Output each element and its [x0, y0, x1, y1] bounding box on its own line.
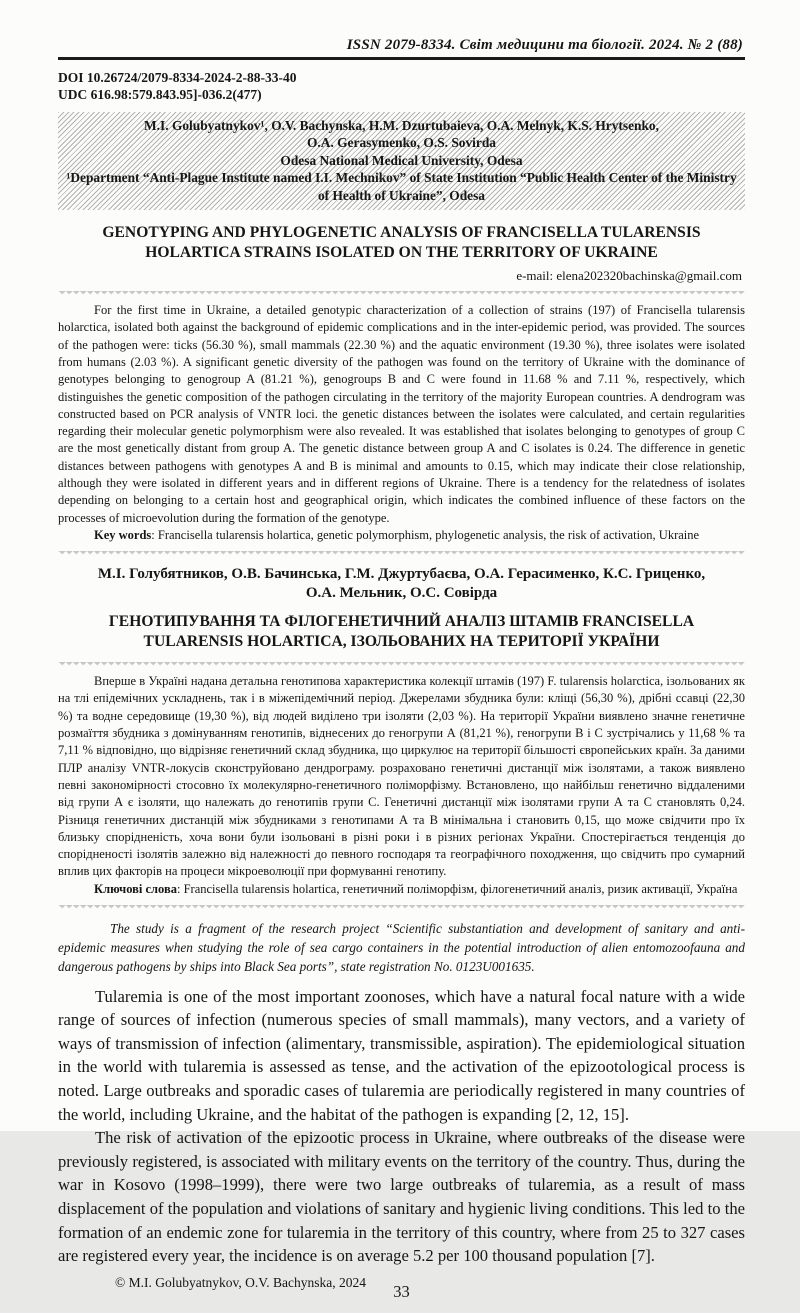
zigzag-separator — [58, 551, 745, 556]
authors-block-uk — [58, 565, 745, 603]
affiliation-line-1: Odesa National Medical University, Odesa — [280, 152, 523, 168]
journal-issn-header: ISSN 2079-8334. Світ медицини та біології. 2024. № 2 (88) — [346, 37, 743, 53]
article-title-en: GENOTYPING AND PHYLOGENETIC ANALYSIS OF FRANCISELLA TULARENSIS HOLARTICA STRAINS ISOLATED ON THE TERRITORY OF UKRAINE — [102, 224, 701, 261]
abstract-en — [58, 302, 745, 544]
page-number: 33 — [393, 1281, 410, 1301]
zigzag-separator — [58, 905, 745, 910]
author-line-uk-1: М.І. Голубятников, О.В. Бачинська, Г.М. Джуртубаєва, О.А. Герасименко, К.С. Гриценко, — [97, 566, 706, 583]
author-line-en-2: O.A. Gerasymenko, O.S. Sovirda — [307, 135, 496, 151]
keywords-uk — [58, 881, 745, 898]
zigzag-separator — [58, 291, 745, 296]
body-paragraph: The risk of activation of the epizootic process in Ukraine, where outbreaks of the disease were previously registered, is associated with military events on the territory of the country. Thus, during the war in Kosovo (1998–1999), there were two large outbreaks of tularemia, as a result of mass displacement of the population and violations of sanitary and hygienic living conditions. This led to the formation of an endemic zone for tularemia in the territory of this country, where from 25 to 327 cases are registered every year, the incidence is on average 5.2 per 100 thousand population [7]. — [58, 1128, 745, 1266]
keywords-en-text: : Francisella tularensis holartica, genetic polymorphism, phylogenetic analysis, the risk of activation, Ukraine — [151, 527, 700, 542]
email-line: e-mail: elena202320bachinska@gmail.com — [516, 268, 742, 284]
doi-line: DOI 10.26724/2079-8334-2024-2-88-33-40 — [58, 70, 297, 85]
abstract-en-text: For the first time in Ukraine, a detailed genotypic characterization of a collection of strains (197) of Francisella tularensis holarctica, isolated both against the background of epidemic complications and in the inter-epidemic period, was provided. The sources of the pathogen were: ticks (56.30 %), small mammals (22.30 %) and the aquatic environment (19.30 %), three isolates were isolated from humans (2.03 %). A significant genetic diversity of the pathogen was found on the territory of Ukraine with the dominance of genotypes belonging to genogroup A (81.21 %), genogroups B and C were found in 11.68 % and 7.11 %, respectively, which distinguishes the genetic composition of the pathogen circulating in the territory of the majority European countries. A dendrogram was constructed based on PCR analysis of VNTR loci. the genetic distances between the isolates were calculated, and certain regularities regarding their molecular genetic polymorphism were also revealed. It was established that isolates belonging to genotypes of group C are the most genetically distant from group A. The genetic distance between group A and C isolates is 0.24. The difference in genetic distances between pathogens with genotypes A and B is minimal and amounts to 0.15, which may indicate their close relationship, although they were isolated in different years and in different regions of Ukraine. There is a tendency for the relatedness of isolates depending on belonging to a certain host and geographical origin, which indicates the combined influence of these factors on the processes of microevolution during the formation of the genotype. — [58, 303, 745, 525]
keywords-en-label: Key words — [94, 527, 152, 542]
abstract-uk — [58, 673, 745, 898]
udc-line: UDC 616.98:579.843.95]-036.2(477) — [58, 87, 262, 102]
keywords-uk-text: : Francisella tularensis holartica, генетичний поліморфізм, філогенетичний аналіз, ризик активації, Україна — [177, 881, 738, 896]
page-footer — [58, 1273, 745, 1313]
article-identifiers — [58, 69, 745, 103]
keywords-en — [58, 527, 745, 544]
copyright-line: © M.I. Golubyatnykov, O.V. Bachynska, 2024 — [115, 1274, 366, 1290]
author-line-en-1: M.I. Golubyatnykov¹, O.V. Bachynska, H.M. Dzurtubaieva, O.A. Melnyk, K.S. Hrytsenko, — [144, 118, 659, 133]
funding-note-text: The study is a fragment of the research project “Scientific substantiation and development of sanitary and anti-epidemic measures when studying the role of sea cargo containers in the potential introduction of alien entomozoofauna and dangerous pathogens by ships into Black Sea ports”, state registration No. 0123U001635. — [58, 921, 745, 975]
abstract-uk-text: Вперше в Україні надана детальна генотипова характеристика колекції штамів (197) F. tularensis holarctica, ізольованих як на тлі епідемічних ускладнень, так і в міжепідемічний період. Джерелами збудника були: кліщі (56,30 %), дрібні ссавці (22,30 %) та водне середовище (19,30 %), від людей виділено три ізоляти (2,03 %). На території України виявлено значне генетичне розмаїття збудника з домінуванням генотипів, віднесених до геногрупи А (81,21 %), геногрупи В і С зустрічались у 11,68 % та 7,11 % відповідно, що відрізняє генетичний склад збудника, що циркулює на території більшості європейських країн. За даними ПЛР аналізу VNTR-локусів сконструйовано дендрограму. розраховано генетичні дистанції між ізолятами, а також виявлено певні закономірності стосовно їх молекулярно-генетичного поліморфізму. Встановлено, що найбільш генетично віддаленими від групи А є ізоляти, що належать до генотипів групи С. Генетичні дистанції між ізолятами групи А та С становлять 0,24. Різниця генетичних дистанцій між збудниками з генотипами А та В мінімальна і становить 0,15, що може свідчити про їх близьку спорідненість, хоча вони були ізольовані в різні роки і в різних регіонах України. Спостерігається тенденція до спорідненості ізолятів залежно від належності до певного господаря та географічного походження, що свідчить про сумарний вплив цих факторів на процеси мікроеволюції при формуванні генотипу. — [58, 674, 745, 879]
article-body — [58, 985, 745, 1268]
zigzag-separator — [58, 662, 745, 667]
author-line-uk-2: О.А. Мельник, О.С. Совірда — [305, 585, 498, 602]
header-double-rule — [58, 57, 745, 60]
article-title-uk: ГЕНОТИПУВАННЯ ТА ФІЛОГЕНЕТИЧНИЙ АНАЛІЗ ШТАМІВ FRANCISELLA TULARENSIS HOLARTICA, ІЗОЛЬОВАНИХ НА ТЕРИТОРІЇ УКРАЇНИ — [108, 613, 695, 651]
affiliation-line-2: ¹Department “Anti-Plague Institute named I.I. Mechnikov” of State Institution “Public Health Center of the Ministry of Health of Ukraine”, Odesa — [66, 170, 737, 203]
body-paragraph: Tularemia is one of the most important zoonoses, which have a natural focal nature with a wide range of sources of infection (numerous species of small mammals), many vectors, and a variety of ways of transmission of infection (alimentary, transmissible, aspiration). The epidemiological situation in the world with tularemia is assessed as tense, and the activation of the epizootological process is noted. Large outbreaks and sporadic cases of tularemia are periodically registered in many countries of the world, including Ukraine, and the habitat of the pathogen is expanding [2, 12, 15]. — [58, 986, 745, 1124]
keywords-uk-label: Ключові слова — [94, 881, 177, 896]
funding-note — [58, 919, 745, 977]
authors-affiliation-block-en — [58, 112, 745, 210]
